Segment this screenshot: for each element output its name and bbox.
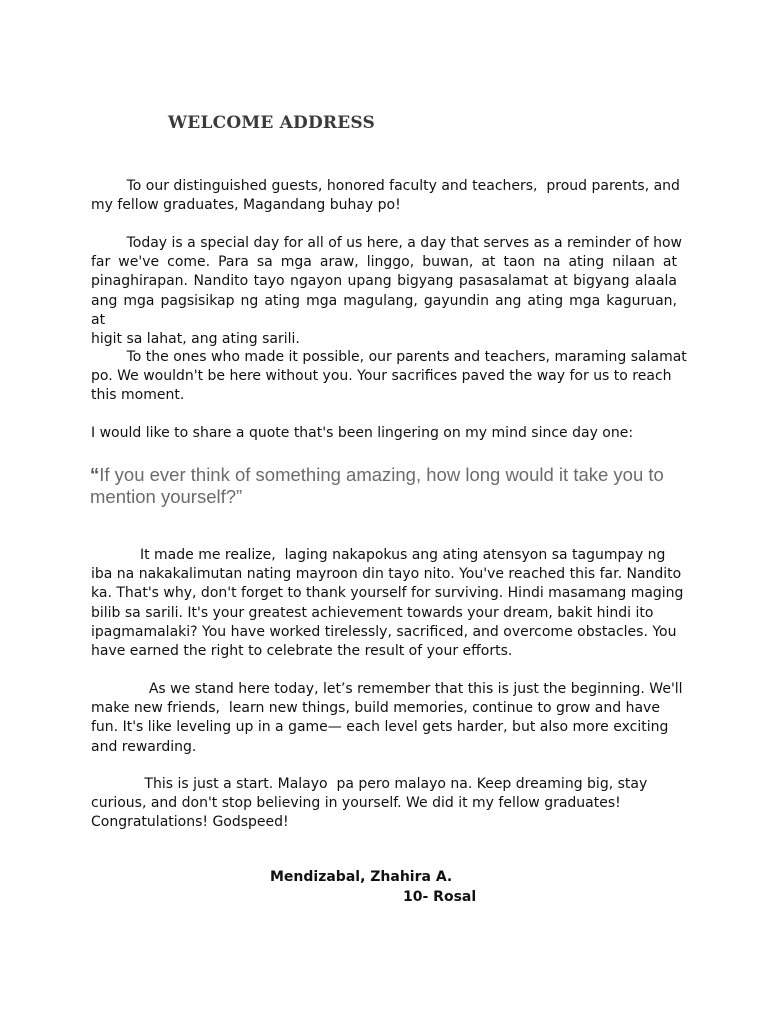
document-title: WELCOME ADDRESS (168, 113, 375, 133)
paragraph-special-day (91, 234, 682, 349)
paragraph-realization (91, 546, 684, 661)
text-line: Congratulations! Godspeed! (91, 814, 289, 831)
text-line: this moment. (91, 387, 185, 404)
text-line: ipagmamalaki? You have worked tirelessly, sacrificed, and overcome obstacles. You (91, 623, 677, 640)
text-line: To the ones who made it possible, our parents and teachers, maraming salamat (91, 349, 687, 365)
text-line: and rewarding. (91, 738, 197, 755)
text-line: ang mga pagsisikap ng ating mga magulang, gayundin ang ating mga kaguruan, at (91, 292, 677, 328)
paragraph-closing (91, 775, 677, 833)
paragraph-beginning (91, 680, 683, 757)
text-line: make new friends, learn new things, build memories, continue to grow and have (91, 700, 660, 717)
paragraph-thanks (91, 348, 687, 406)
quote-block (90, 464, 690, 508)
signature-name: Mendizabal, Zhahira A. (270, 869, 453, 885)
paragraph-quote-intro (91, 424, 677, 443)
text-line: higit sa lahat, ang ating sarili. (91, 331, 300, 348)
text-line: This is just a start. Malayo pa pero malayo na. Keep dreaming big, stay (91, 776, 648, 792)
text-line: I would like to share a quote that's been lingering on my mind since day one: (91, 425, 634, 441)
text-line: my fellow graduates, Magandang buhay po! (91, 197, 401, 214)
quote-text-line: If you ever think of something amazing, how long would it take you to (99, 464, 664, 485)
text-line: po. We wouldn't be here without you. Your sacrifices paved the way for us to reach (91, 368, 672, 385)
open-quote-mark: “ (90, 464, 100, 485)
text-line: iba na nakakalimutan nating mayroon din tayo nito. You've reached this far. Nandito (91, 566, 682, 583)
signature-section: 10- Rosal (403, 889, 477, 905)
text-line: As we stand here today, let’s remember that this is just the beginning. We'll (91, 681, 683, 697)
text-line: bilib sa sarili. It's your greatest achievement towards your dream, bakit hindi ito (91, 604, 654, 621)
text-line: It made me realize, laging nakapokus ang ating atensyon sa tagumpay ng (91, 547, 666, 563)
text-line: far we've come. Para sa mga araw, linggo, buwan, at taon na ating nilaan at (91, 254, 677, 271)
text-line: have earned the right to celebrate the result of your efforts. (91, 643, 513, 660)
text-line: curious, and don't stop believing in yourself. We did it my fellow graduates! (91, 795, 621, 812)
text-line: pinaghirapan. Nandito tayo ngayon upang bigyang pasasalamat at bigyang alaala (91, 273, 677, 290)
text-line: ka. That's why, don't forget to thank yourself for surviving. Hindi masamang maging (91, 585, 684, 602)
paragraph-greeting (91, 177, 680, 215)
text-line: To our distinguished guests, honored faculty and teachers, proud parents, and (91, 178, 680, 194)
quote-text-line: mention yourself?” (90, 486, 243, 507)
text-line: fun. It's like leveling up in a game— each level gets harder, but also more exciting (91, 719, 669, 736)
text-line: Today is a special day for all of us here, a day that serves as a reminder of how (91, 235, 682, 251)
